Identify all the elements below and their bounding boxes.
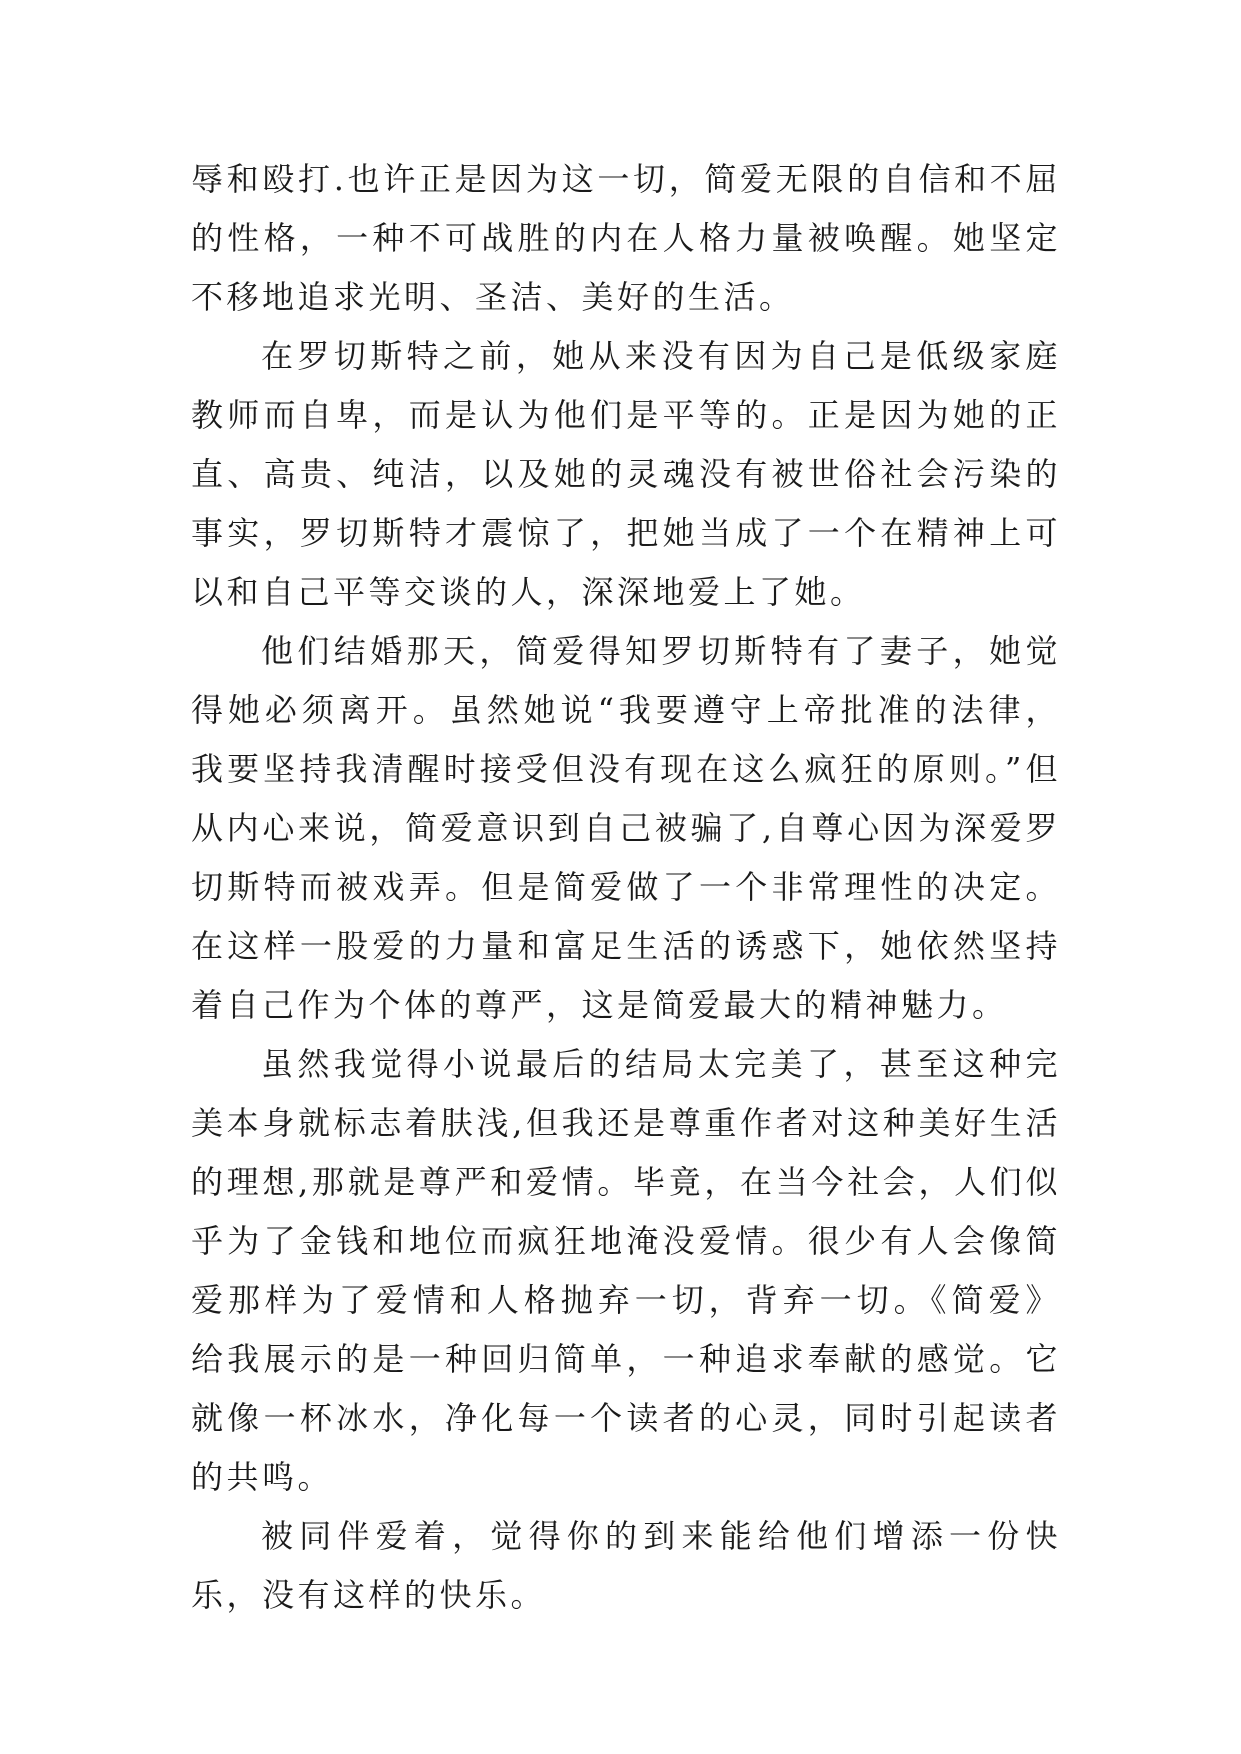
body-text	[191, 150, 1061, 1625]
paragraph-2: 在罗切斯特之前，她从来没有因为自己是低级家庭教师而自卑，而是认为他们是平等的。正是因为她的正直、高贵、纯洁，以及她的灵魂没有被世俗社会污染的事实，罗切斯特才震惊了，把她当成了一个在精神上可以和自己平等交谈的人，深深地爱上了她。	[191, 337, 1061, 611]
paragraph-5: 被同伴爱着，觉得你的到来能给他们增添一份快乐，没有这样的快乐。	[191, 1517, 1061, 1614]
paragraph-4: 虽然我觉得小说最后的结局太完美了，甚至这种完美本身就标志着肤浅,但我还是尊重作者对这种美好生活的理想,那就是尊严和爱情。毕竟，在当今社会，人们似乎为了金钱和地位而疯狂地淹没爱情。很少有人会像简爱那样为了爱情和人格抛弃一切，背弃一切。《简爱》给我展示的是一种回归简单，一种追求奉献的感觉。它就像一杯冰水，净化每一个读者的心灵，同时引起读者的共鸣。	[191, 1045, 1061, 1496]
paragraph-3: 他们结婚那天，简爱得知罗切斯特有了妻子，她觉得她必须离开。虽然她说“我要遵守上帝批准的法律，我要坚持我清醒时接受但没有现在这么疯狂的原则。”但从内心来说，简爱意识到自己被骗了,自尊心因为深爱罗切斯特而被戏弄。但是简爱做了一个非常理性的决定。在这样一股爱的力量和富足生活的诱惑下，她依然坚持着自己作为个体的尊严，这是简爱最大的精神魅力。	[191, 632, 1061, 1024]
paragraph-1: 辱和殴打.也许正是因为这一切，简爱无限的自信和不屈的性格，一种不可战胜的内在人格力量被唤醒。她坚定不移地追求光明、圣洁、美好的生活。	[191, 160, 1061, 316]
